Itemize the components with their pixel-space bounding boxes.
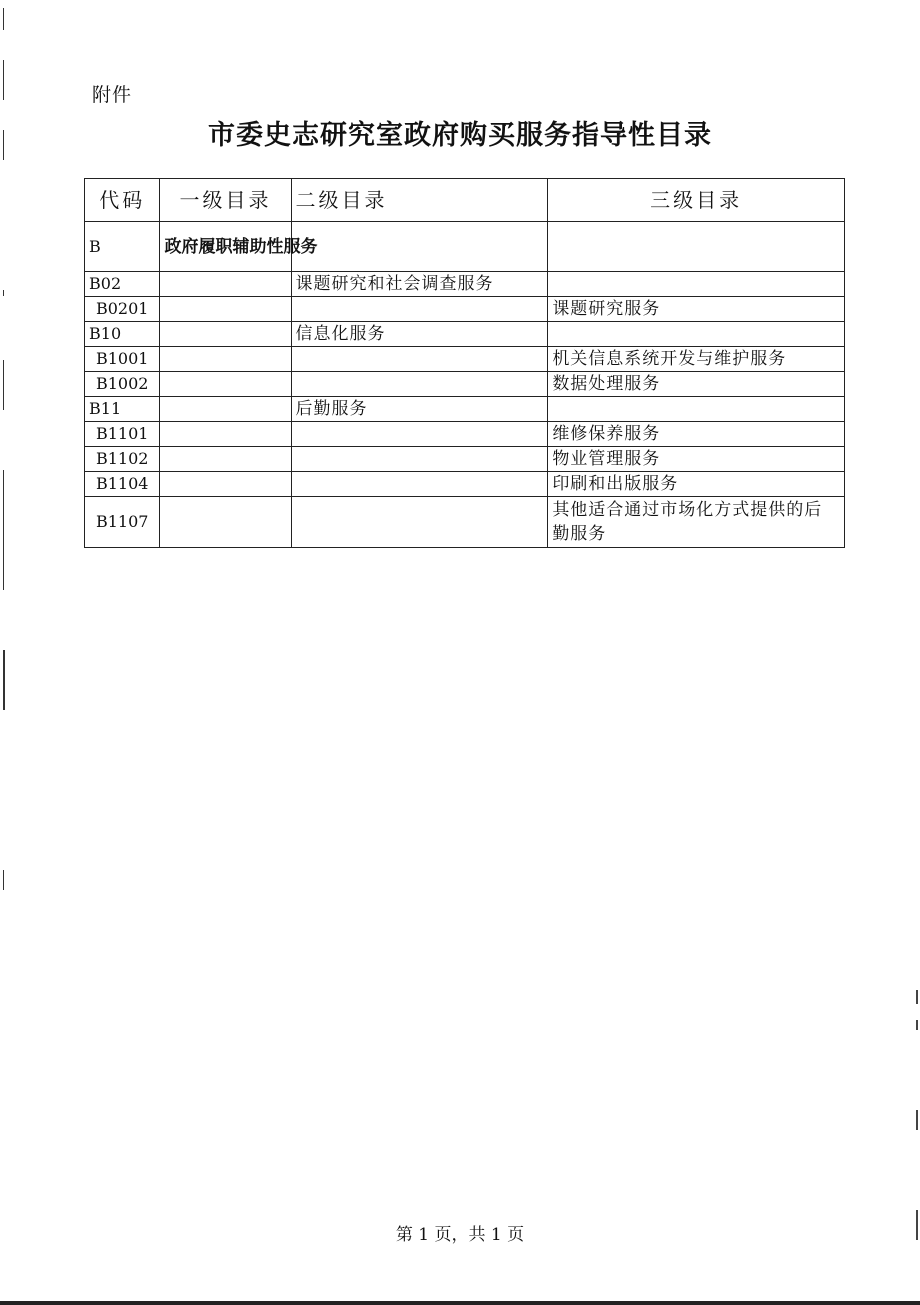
level3-cell: 其他适合通过市场化方式提供的后勤服务: [548, 497, 845, 548]
level1-cell: [160, 472, 291, 497]
code-cell: B1101: [85, 422, 160, 447]
level2-cell: 信息化服务: [291, 322, 548, 347]
code-cell: B1104: [85, 472, 160, 497]
table-row: [85, 347, 845, 372]
level2-cell: [291, 447, 548, 472]
column-header-level2: 二级目录: [291, 179, 548, 222]
level3-cell: [548, 322, 845, 347]
table-row: [85, 272, 845, 297]
column-header-code: 代码: [85, 179, 160, 222]
level1-cell: 政府履职辅助性服务: [160, 222, 291, 272]
level3-cell: 物业管理服务: [548, 447, 845, 472]
page-number: 第 1 页，共 1 页: [395, 1225, 525, 1245]
code-cell: B: [85, 222, 160, 272]
level1-cell: [160, 272, 291, 297]
table-row: [85, 397, 845, 422]
scan-margin-marks-right: [914, 990, 920, 1250]
code-cell: B1002: [85, 372, 160, 397]
table-row: [85, 497, 845, 548]
level3-cell: [548, 397, 845, 422]
level3-cell: 课题研究服务: [548, 297, 845, 322]
table-row: [85, 422, 845, 447]
level1-cell: [160, 347, 291, 372]
level1-cell: [160, 497, 291, 548]
level2-cell: [291, 222, 548, 272]
code-cell: B11: [85, 397, 160, 422]
level2-cell: [291, 372, 548, 397]
level2-cell: 课题研究和社会调查服务: [291, 272, 548, 297]
code-cell: B0201: [85, 297, 160, 322]
level3-cell: [548, 222, 845, 272]
catalog-table: [84, 178, 845, 548]
level1-cell: [160, 297, 291, 322]
page-bottom-edge: [0, 1301, 920, 1305]
level3-cell: 数据处理服务: [548, 372, 845, 397]
table-row: [85, 472, 845, 497]
code-cell: B1001: [85, 347, 160, 372]
level1-cell: [160, 422, 291, 447]
table-row: [85, 322, 845, 347]
attachment-label: 附件: [92, 84, 133, 106]
level1-cell: [160, 372, 291, 397]
level1-cell: [160, 397, 291, 422]
table-row: [85, 447, 845, 472]
column-header-level3: 三级目录: [548, 179, 845, 222]
code-cell: B02: [85, 272, 160, 297]
level3-cell: 机关信息系统开发与维护服务: [548, 347, 845, 372]
level3-cell: 印刷和出版服务: [548, 472, 845, 497]
table-header-row: [85, 179, 845, 222]
level2-cell: [291, 297, 548, 322]
level2-cell: [291, 347, 548, 372]
table-row: [85, 297, 845, 322]
code-cell: B1107: [85, 497, 160, 548]
document-title: 市委史志研究室政府购买服务指导性目录: [208, 120, 712, 151]
column-header-level1: 一级目录: [160, 179, 291, 222]
level3-cell: 维修保养服务: [548, 422, 845, 447]
table-row: [85, 222, 845, 272]
code-cell: B1102: [85, 447, 160, 472]
code-cell: B10: [85, 322, 160, 347]
table-row: [85, 372, 845, 397]
level1-cell: [160, 322, 291, 347]
level2-cell: [291, 422, 548, 447]
level2-cell: [291, 497, 548, 548]
level3-cell: [548, 272, 845, 297]
level2-cell: [291, 472, 548, 497]
level2-cell: 后勤服务: [291, 397, 548, 422]
level1-cell: [160, 447, 291, 472]
